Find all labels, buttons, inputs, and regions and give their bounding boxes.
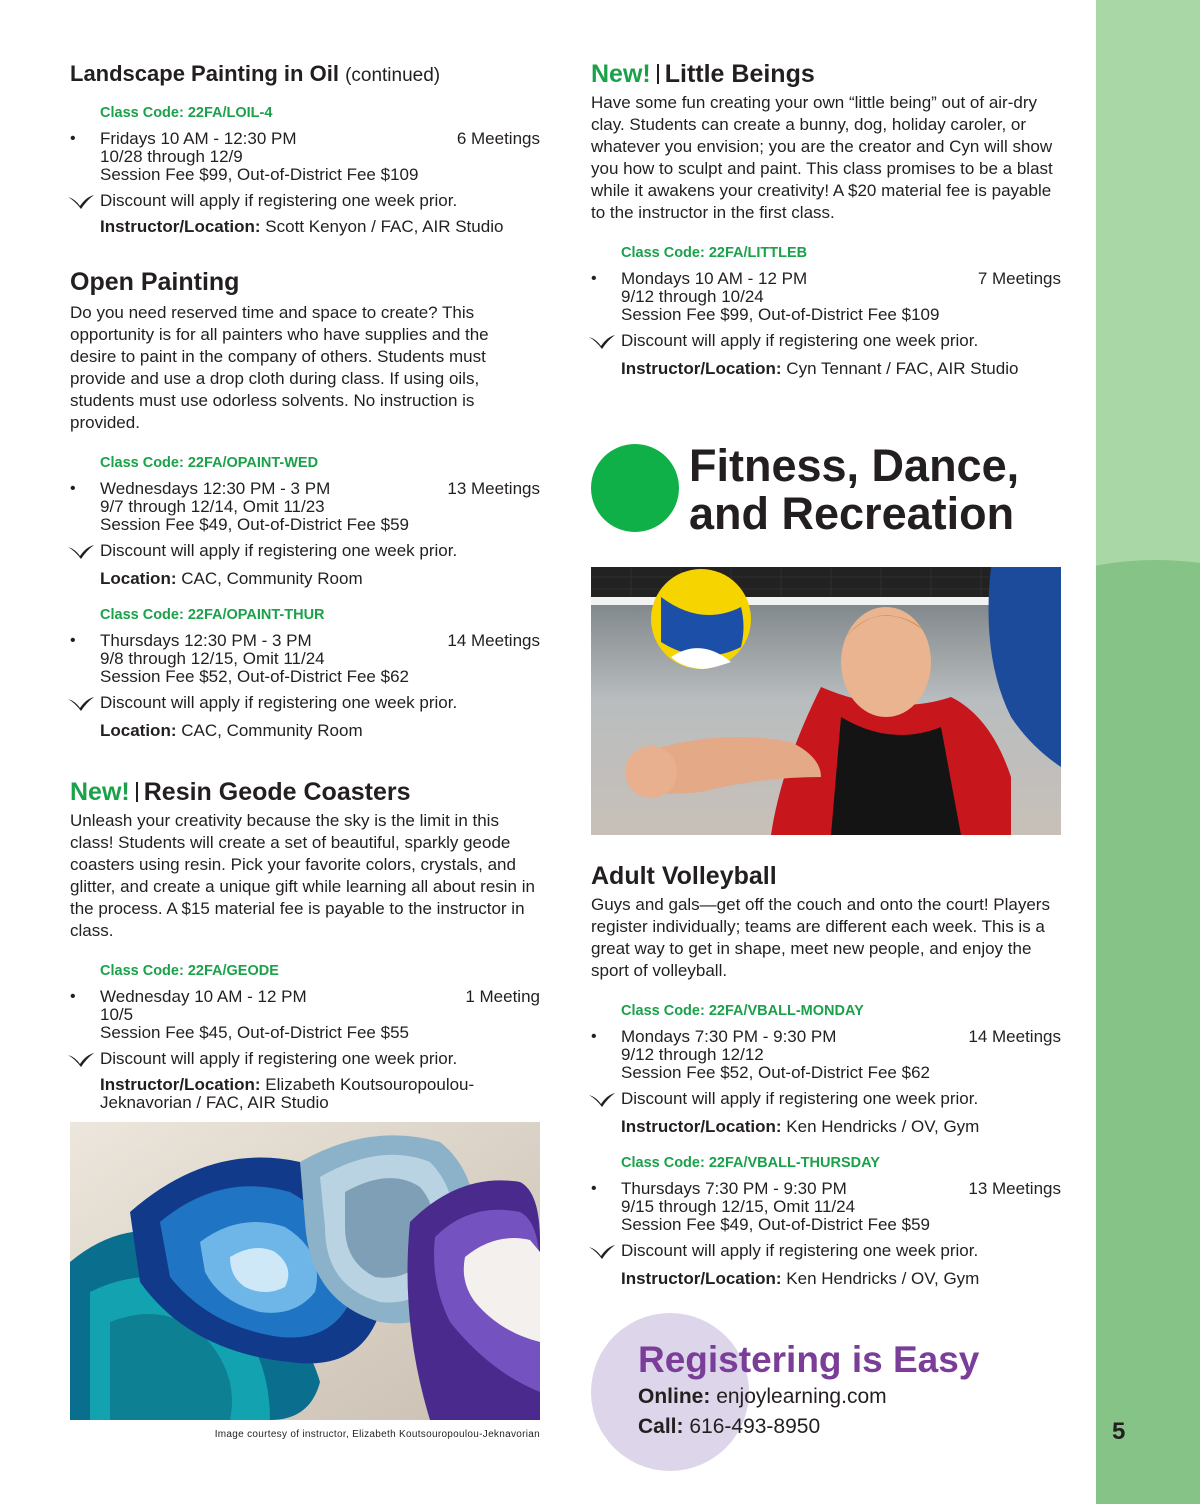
little-beings-session xyxy=(591,244,1061,378)
meetings-count: 13 Meetings xyxy=(447,479,540,498)
open-painting-title: Open Painting xyxy=(70,268,240,296)
session-details: • Thursdays 7:30 PM - 9:30 PM 13 Meetings 9/15 through 12/15, Omit 11/24 Session Fee $49, Out-of-District Fee $59 xyxy=(591,1179,1061,1234)
new-badge: New! xyxy=(591,60,651,88)
class-code: Class Code: 22FA/OPAINT-THUR xyxy=(100,607,325,623)
volleyball-thursday-session xyxy=(591,1154,1061,1288)
class-code: Class Code: 22FA/OPAINT-WED xyxy=(100,455,319,471)
title-divider xyxy=(136,782,138,802)
register-box xyxy=(638,1338,979,1442)
meetings-count: 1 Meeting xyxy=(465,987,540,1006)
session-details: • Mondays 10 AM - 12 PM 7 Meetings 9/12 through 10/24 Session Fee $99, Out-of-District Fee $109 xyxy=(591,269,1061,324)
class-code: Class Code: 22FA/VBALL-MONDAY xyxy=(621,1003,864,1019)
instructor-location: Instructor/Location: Cyn Tennant / FAC, AIR Studio xyxy=(621,359,1019,378)
landscape-title: Landscape Painting in Oil (continued) xyxy=(70,61,441,86)
location: Location: CAC, Community Room xyxy=(100,569,363,588)
session-details: • Wednesdays 12:30 PM - 3 PM 13 Meetings 9/7 through 12/14, Omit 11/23 Session Fee $49, Out-of-District Fee $59 xyxy=(70,479,540,534)
register-call: Call: 616-493-8950 xyxy=(638,1415,821,1438)
discount-note: Discount will apply if registering one week prior. xyxy=(100,542,540,560)
geode-illustration xyxy=(70,1122,540,1420)
meetings-count: 14 Meetings xyxy=(968,1027,1061,1046)
image-credit: Image courtesy of instructor, Elizabeth Koutsouropoulou-Jeknavorian xyxy=(214,1429,540,1440)
bullet-icon: • xyxy=(70,988,76,1005)
class-code: Class Code: 22FA/LITTLEB xyxy=(621,245,808,261)
discount-note: Discount will apply if registering one week prior. xyxy=(100,694,540,712)
open-painting-description: Do you need reserved time and space to create? This opportunity is for all painters who have supplies and the desire to paint in the company of others. Students must provide and use a drop cloth during class. If using oils, students must use odorless solvents. No instruction is provided. xyxy=(70,303,489,432)
discount-note: Discount will apply if registering one week prior. xyxy=(100,192,540,210)
meetings-count: 13 Meetings xyxy=(968,1179,1061,1198)
little-beings-title: New! Little Beings xyxy=(591,60,815,88)
bird-icon xyxy=(589,335,615,349)
bullet-icon: • xyxy=(591,1180,597,1197)
bird-icon xyxy=(68,1053,94,1067)
instructor-location: Instructor/Location: Ken Hendricks / OV, Gym xyxy=(621,1269,980,1288)
volleyball-description: Guys and gals—get off the couch and onto the court! Players register individually; teams are different each week. This is a great way to get in shape, meet new people, and enjoy the sport of volleyball. xyxy=(591,895,1050,980)
sidebar-curve xyxy=(1096,560,1200,760)
volleyball-section xyxy=(591,860,1061,1288)
discount-note: Discount will apply if registering one week prior. xyxy=(621,332,1061,350)
volleyball-illustration xyxy=(591,567,1061,835)
page-sidebar xyxy=(1096,0,1200,1504)
discount-note: Discount will apply if registering one week prior. xyxy=(100,1050,540,1068)
register-phone[interactable]: 616-493-8950 xyxy=(689,1415,821,1438)
sidebar-lower-band xyxy=(1096,630,1200,1504)
section-title: Fitness, Dance, and Recreation xyxy=(689,440,1020,539)
session-details: • Fridays 10 AM - 12:30 PM 6 Meetings 10/28 through 12/9 Session Fee $99, Out-of-District Fee $109 xyxy=(70,129,540,184)
volleyball-photo xyxy=(591,567,1061,835)
landscape-session xyxy=(70,104,540,236)
bullet-icon: • xyxy=(70,632,76,649)
section-header xyxy=(591,442,1061,538)
left-column xyxy=(70,58,540,1112)
register-online: Online: enjoylearning.com xyxy=(638,1385,887,1408)
section-dot-icon xyxy=(591,444,679,532)
class-code: Class Code: 22FA/VBALL-THURSDAY xyxy=(621,1155,880,1171)
location: Location: CAC, Community Room xyxy=(100,721,363,740)
session-details: • Mondays 7:30 PM - 9:30 PM 14 Meetings 9/12 through 12/12 Session Fee $52, Out-of-District Fee $62 xyxy=(591,1027,1061,1082)
bullet-icon: • xyxy=(70,480,76,497)
instructor-location: Instructor/Location: Elizabeth Koutsouropoulou-Jeknavorian / FAC, AIR Studio xyxy=(100,1075,475,1112)
instructor-location: Instructor/Location: Ken Hendricks / OV, Gym xyxy=(621,1117,980,1136)
session-details: • Thursdays 12:30 PM - 3 PM 14 Meetings 9/8 through 12/15, Omit 11/24 Session Fee $52, Out-of-District Fee $62 xyxy=(70,631,540,686)
little-beings-description: Have some fun creating your own “little being” out of air-dry clay. Students can create a bunny, dog, holiday caroler, or whatever you envision; you are the creator and Cyn will show you how to sculpt and paint. This class promises to be a blast while it awakens your creativity! A $20 material fee is payable to the instructor in the first class. xyxy=(591,93,1053,222)
discount-note: Discount will apply if registering one week prior. xyxy=(621,1242,1061,1260)
volleyball-title: Adult Volleyball xyxy=(591,862,777,890)
bullet-icon: • xyxy=(70,130,76,147)
meetings-count: 7 Meetings xyxy=(977,269,1061,288)
bird-icon xyxy=(68,697,94,711)
page-number: 5 xyxy=(1112,1418,1126,1445)
meetings-count: 14 Meetings xyxy=(447,631,540,650)
bullet-icon: • xyxy=(591,1028,597,1045)
bird-icon xyxy=(68,545,94,559)
bird-icon xyxy=(589,1093,615,1107)
open-painting-thur-session xyxy=(70,606,540,740)
volleyball-monday-session xyxy=(591,1002,1061,1136)
new-badge: New! xyxy=(70,778,130,806)
class-code: Class Code: 22FA/LOIL-4 xyxy=(100,105,273,121)
right-column xyxy=(591,58,1061,378)
instructor-location: Instructor/Location: Scott Kenyon / FAC, AIR Studio xyxy=(100,217,504,236)
title-divider xyxy=(657,64,659,84)
register-title: Registering is Easy xyxy=(638,1339,980,1380)
meetings-count: 6 Meetings xyxy=(456,129,540,148)
resin-session xyxy=(70,962,540,1112)
bird-icon xyxy=(68,195,94,209)
class-code: Class Code: 22FA/GEODE xyxy=(100,963,279,979)
bullet-icon: • xyxy=(591,270,597,287)
bird-icon xyxy=(589,1245,615,1259)
resin-description: Unleash your creativity because the sky is the limit in this class! Students will create a set of beautiful, sparkly geode coasters using resin. Pick your favorite colors, crystals, and glitter, and create a unique gift while learning all about resin in the process. A $15 material fee is payable to the instructor in class. xyxy=(70,811,535,940)
register-online-link[interactable]: enjoylearning.com xyxy=(716,1385,887,1408)
continued-label: (continued) xyxy=(345,65,441,86)
discount-note: Discount will apply if registering one week prior. xyxy=(621,1090,1061,1108)
resin-title: New! Resin Geode Coasters xyxy=(70,778,411,806)
open-painting-wed-session xyxy=(70,454,540,588)
geode-coasters-photo xyxy=(70,1122,540,1420)
session-details: • Wednesday 10 AM - 12 PM 1 Meeting 10/5 Session Fee $45, Out-of-District Fee $55 xyxy=(70,987,540,1042)
